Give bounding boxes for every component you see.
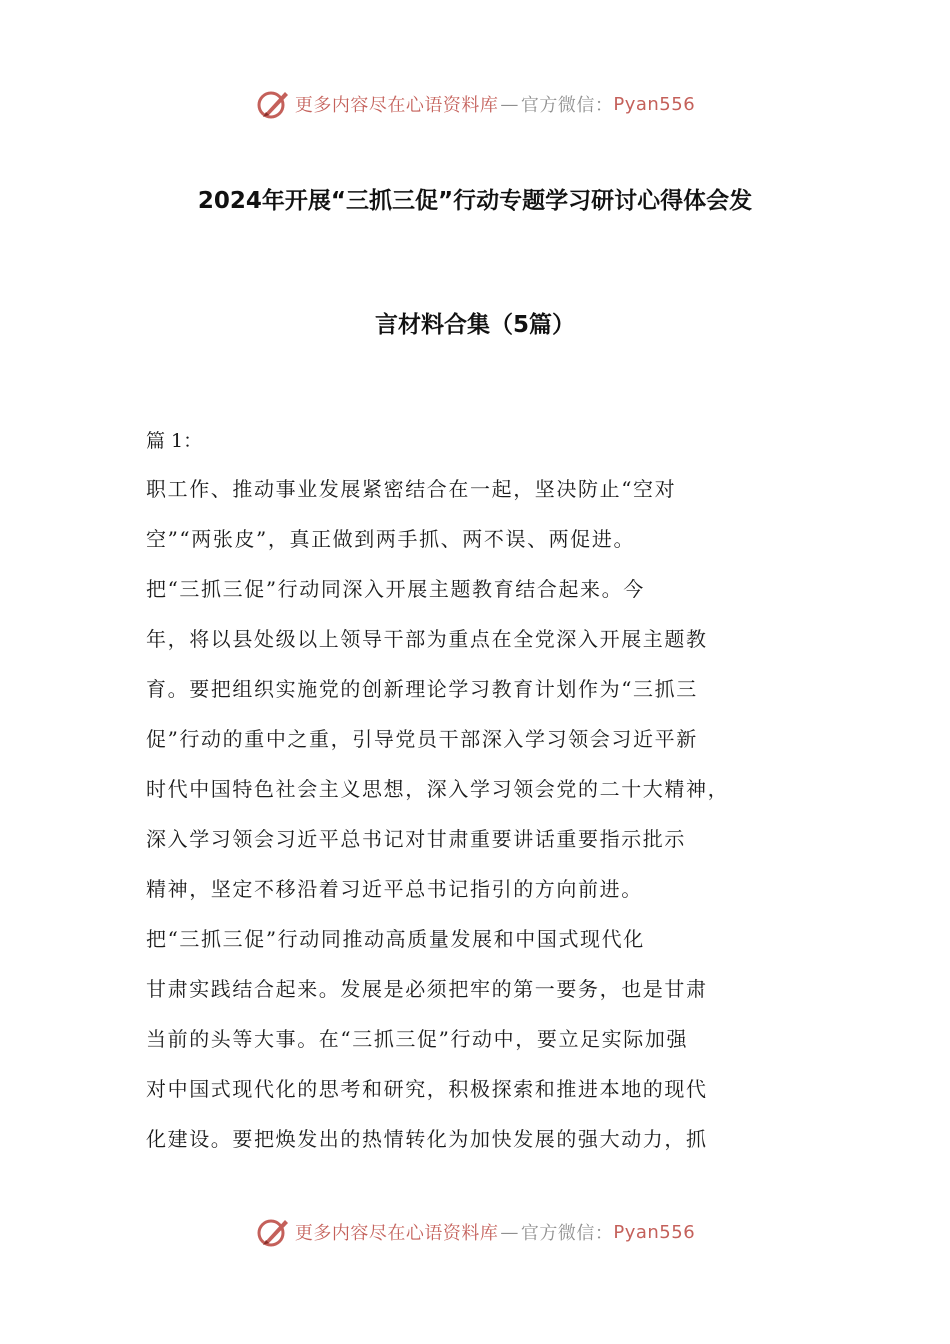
quill-circle-logo-icon	[255, 86, 291, 122]
watermark-label: 官方微信：	[520, 95, 614, 116]
body-line: 精神，坚定不移沿着习近平总书记指引的方向前进。	[146, 877, 643, 901]
body-text	[146, 472, 746, 1172]
document-title-line-2: 言材料合集（5篇）	[374, 312, 575, 338]
body-line: 时代中国特色社会主义思想，深入学习领会党的二十大精神，	[146, 777, 730, 801]
body-line: 把“三抓三促”行动同深入开展主题教育结合起来。今	[146, 577, 645, 601]
watermark-label: 官方微信：	[520, 1223, 614, 1244]
body-line: 深入学习领会习近平总书记对甘肃重要讲话重要指示批示	[146, 827, 686, 851]
body-line: 当前的头等大事。在“三抓三促”行动中，要立足实际加强	[146, 1027, 689, 1051]
watermark-site-text: 更多内容尽在心语资料库	[294, 95, 499, 116]
body-line: 促”行动的重中之重，引导党员干部深入学习领会习近平新	[146, 727, 698, 751]
body-line: 职工作、推动事业发展紧密结合在一起，坚决防止“空对	[146, 477, 677, 501]
watermark-dash: —	[500, 1221, 519, 1243]
document-title-line-1: 2024年开展“三抓三促”行动专题学习研讨心得体会发	[197, 188, 753, 214]
watermark-wechat-id: Pyan556	[613, 1221, 696, 1243]
body-line: 年，将以县处级以上领导干部为重点在全党深入开展主题教	[146, 627, 708, 651]
body-line: 育。要把组织实施党的创新理论学习教育计划作为“三抓三	[146, 677, 698, 701]
body-line: 空”“两张皮”，真正做到两手抓、两不误、两促进。	[146, 527, 636, 551]
watermark-header	[0, 84, 950, 124]
watermark-site-text: 更多内容尽在心语资料库	[294, 1223, 499, 1244]
quill-circle-logo-icon	[255, 1214, 291, 1250]
body-line: 把“三抓三促”行动同推动高质量发展和中国式现代化	[146, 927, 645, 951]
body-line: 化建设。要把焕发出的热情转化为加快发展的强大动力，抓	[146, 1127, 708, 1151]
body-line: 甘肃实践结合起来。发展是必须把牢的第一要务，也是甘肃	[146, 977, 708, 1001]
watermark-footer	[0, 1212, 950, 1252]
body-line: 对中国式现代化的思考和研究，积极探索和推进本地的现代	[146, 1077, 708, 1101]
section-label: 篇 1：	[146, 430, 203, 452]
watermark-wechat-id: Pyan556	[613, 93, 696, 115]
watermark-dash: —	[500, 93, 519, 115]
